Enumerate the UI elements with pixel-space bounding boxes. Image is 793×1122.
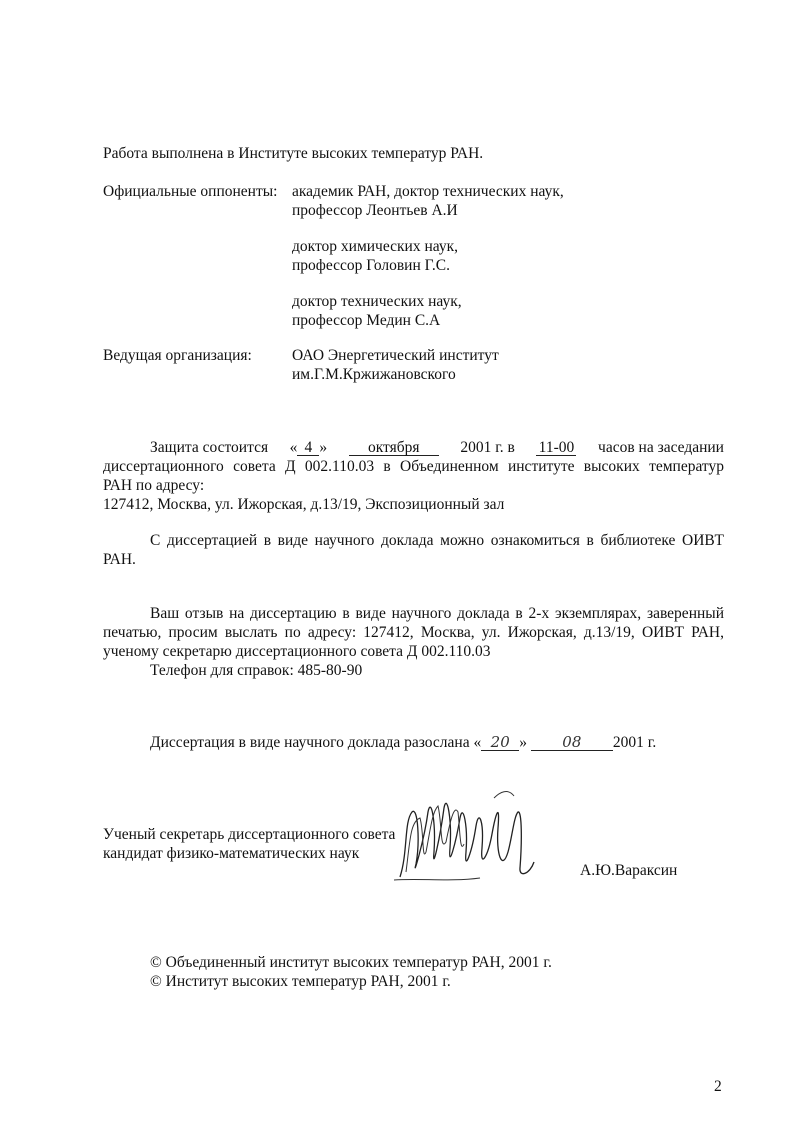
defense-line3: РАН по адресу: xyxy=(103,477,205,494)
copyright-line2: © Институт высоких температур РАН, 2001 г. xyxy=(150,973,451,990)
opponents-label: Официальные оппоненты: xyxy=(103,183,278,200)
opponent-1-line2: профессор Леонтьев А.И xyxy=(292,202,458,219)
mailing-mid: » xyxy=(519,734,527,751)
lead-org-line2: им.Г.М.Кржижановского xyxy=(292,366,456,383)
defense-year: 2001 г. в xyxy=(460,439,515,456)
opponent-2-line2: профессор Головин Г.С. xyxy=(292,257,450,274)
secretary-line1: Ученый секретарь диссертационного совета xyxy=(103,826,396,843)
mailing-month: 08 xyxy=(531,735,613,751)
lead-org-line1: ОАО Энергетический институт xyxy=(292,347,499,364)
mailing-line xyxy=(150,733,656,752)
secretary-name: А.Ю.Вараксин xyxy=(580,862,678,879)
signature-icon xyxy=(390,782,540,887)
defense-day: 4 xyxy=(297,440,319,456)
defense-address: 127412, Москва, ул. Ижорская, д.13/19, Экспозиционный зал xyxy=(103,496,505,513)
mailing-year: 2001 г. xyxy=(612,734,657,751)
defense-line1 xyxy=(150,438,724,457)
lead-org-label: Ведущая организация: xyxy=(103,347,252,364)
secretary-line2: кандидат физико-математических наук xyxy=(103,845,360,862)
opponent-3-line1: доктор технических наук, xyxy=(292,293,462,310)
library-line1: С диссертацией в виде научного доклада можно ознакомиться в библиотеке ОИВТ xyxy=(150,532,724,549)
review-line2: печатью, просим выслать по адресу: 127412, Москва, ул. Ижорская, д.13/19, ОИВТ РАН, xyxy=(103,624,724,641)
copyright-line1: © Объединенный институт высоких температур РАН, 2001 г. xyxy=(150,954,552,971)
defense-prefix: Защита состоится xyxy=(150,439,269,456)
opponent-3-line2: профессор Медин С.А xyxy=(292,312,441,329)
mailing-day: 20 xyxy=(481,735,519,751)
defense-month: октября xyxy=(349,440,439,456)
intro-line: Работа выполнена в Институте высоких температур РАН. xyxy=(103,145,484,162)
library-line2: РАН. xyxy=(103,551,136,568)
defense-time: 11-00 xyxy=(536,440,576,456)
mailing-prefix: Диссертация в виде научного доклада разослана « xyxy=(150,734,482,751)
review-line1: Ваш отзыв на диссертацию в виде научного доклада в 2-х экземплярах, заверенный xyxy=(150,605,724,622)
page-number: 2 xyxy=(714,1078,722,1095)
defense-suffix: часов на заседании xyxy=(598,439,724,456)
review-line3: ученому секретарю диссертационного совета Д 002.110.03 xyxy=(103,643,491,660)
defense-line2: диссертационного совета Д 002.110.03 в Объединенном институте высоких температур xyxy=(103,458,724,475)
review-phone: Телефон для справок: 485-80-90 xyxy=(150,662,363,679)
defense-date-day-group: « 4 » xyxy=(289,439,328,456)
opponent-2-line1: доктор химических наук, xyxy=(292,238,458,255)
opponent-1-line1: академик РАН, доктор технических наук, xyxy=(292,183,564,200)
